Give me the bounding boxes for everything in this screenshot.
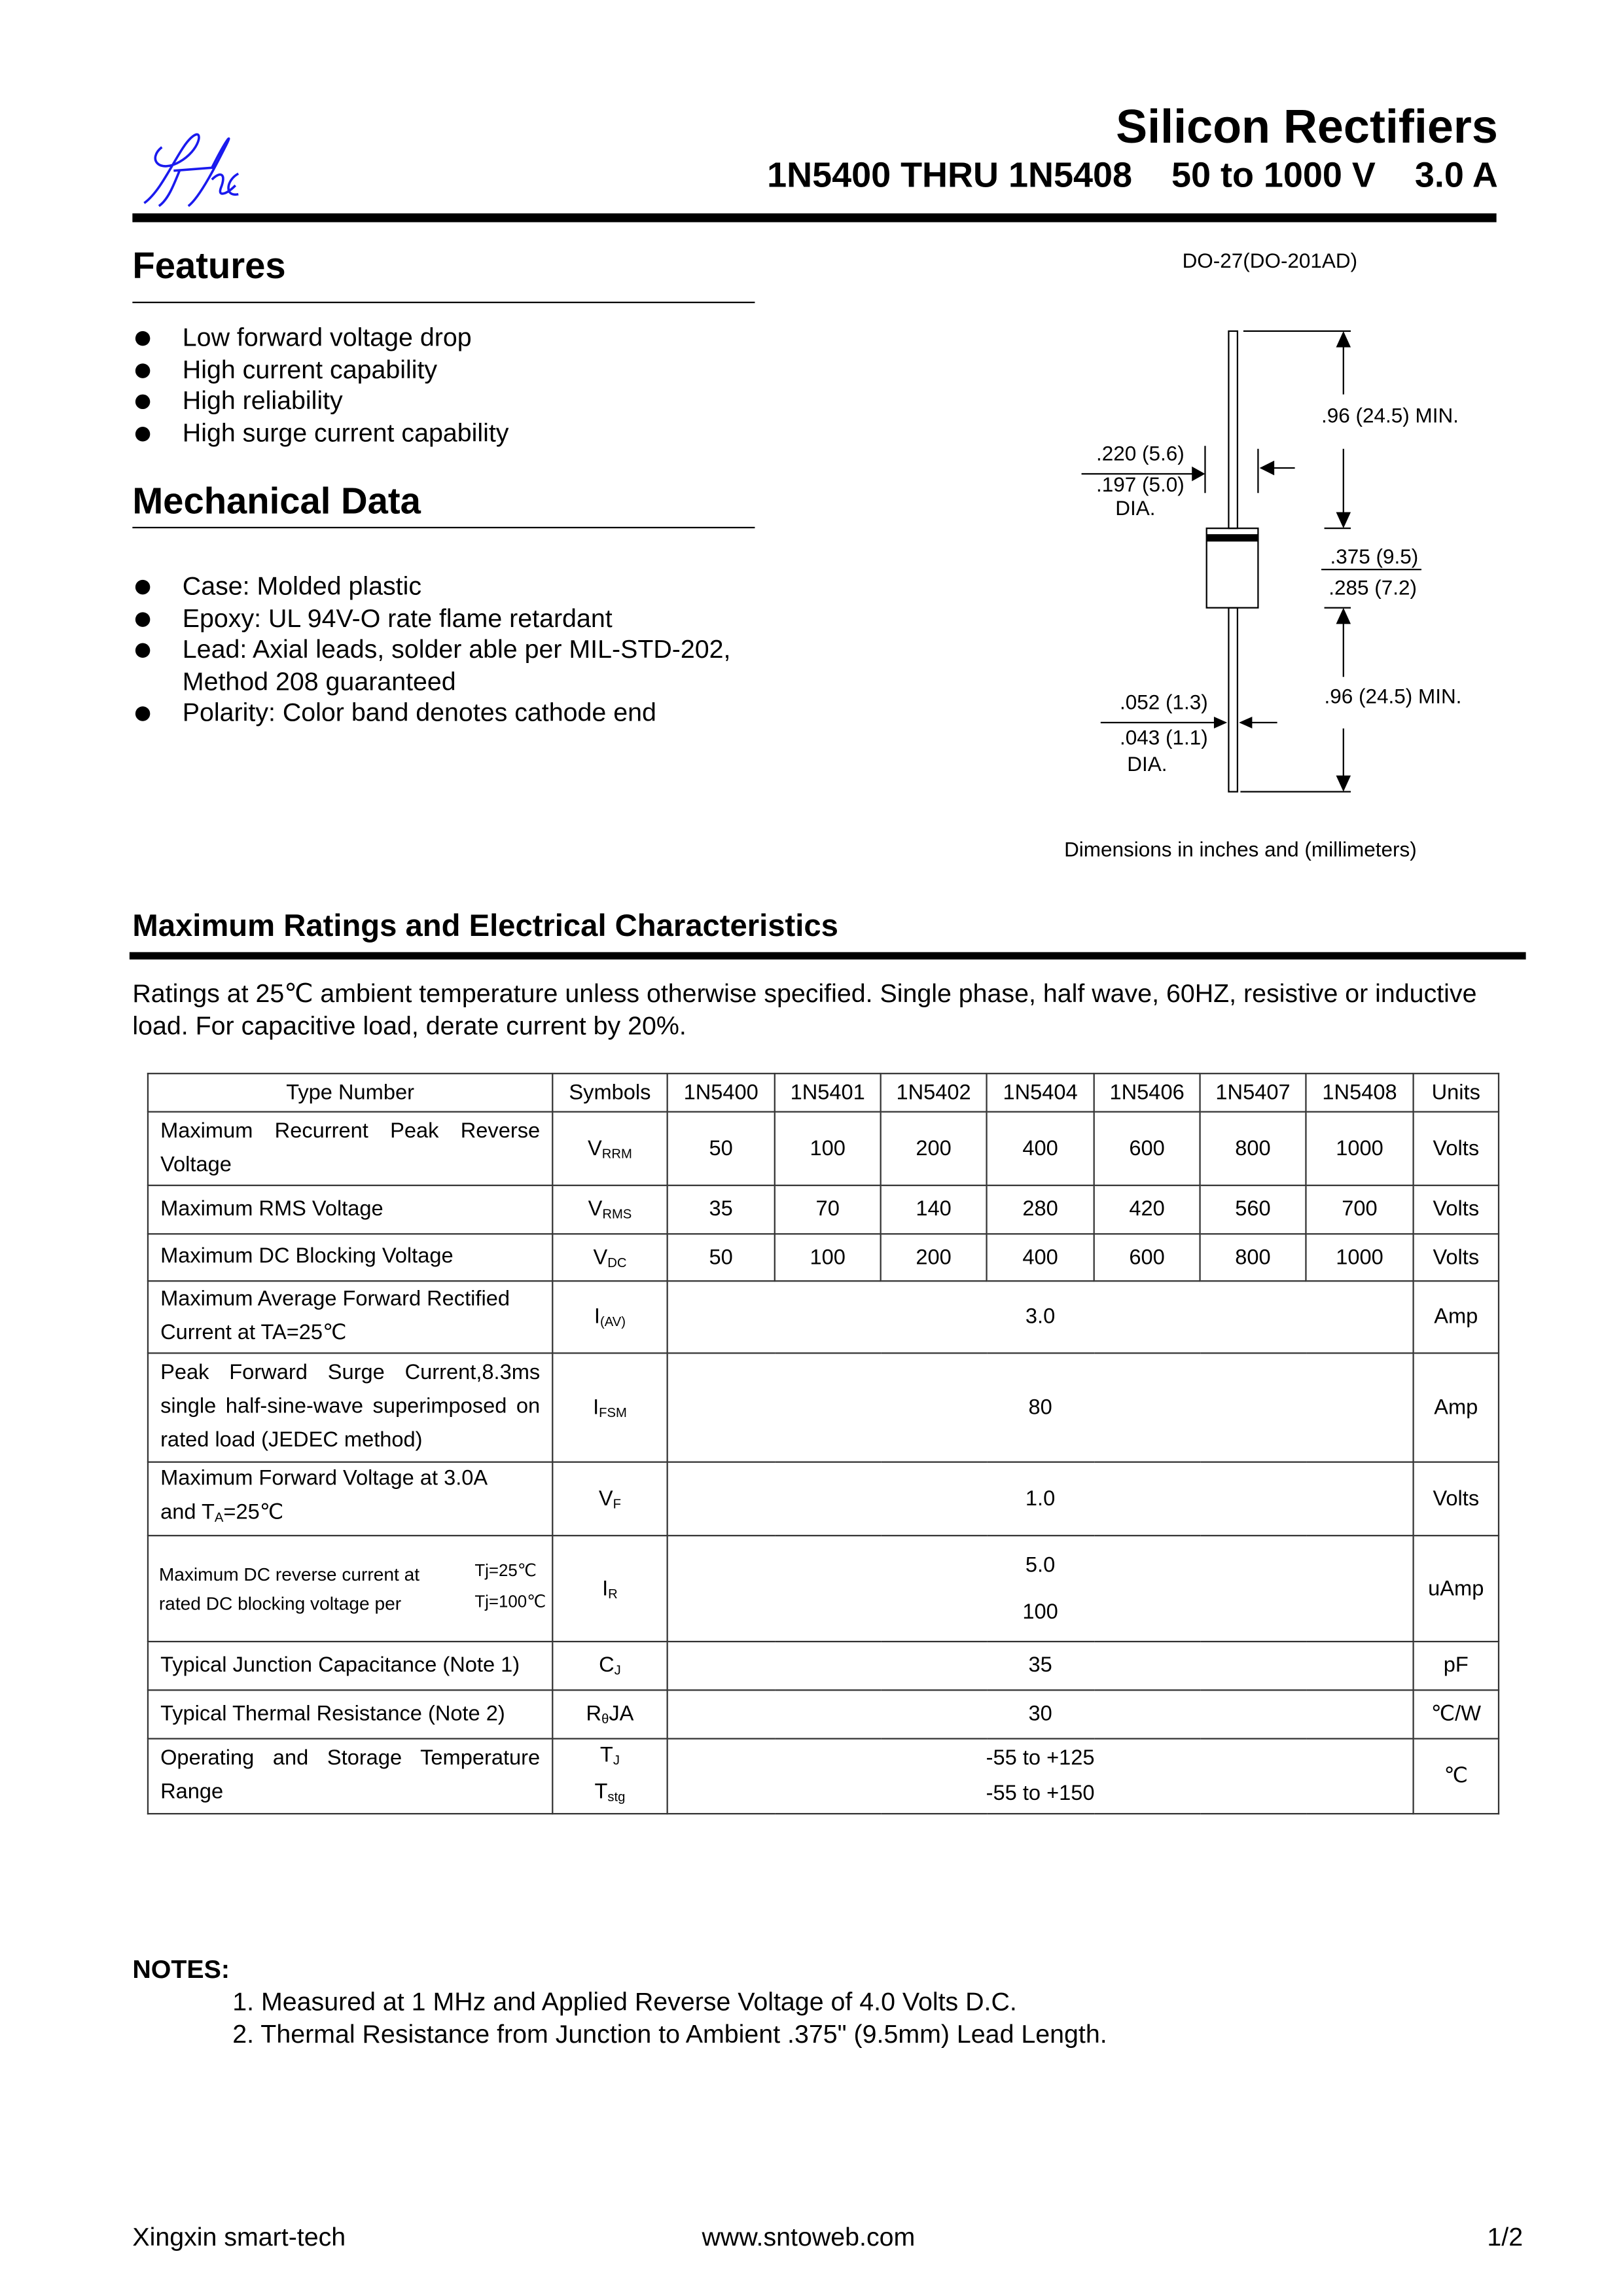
symbol-cell: [552, 1234, 667, 1281]
ratings-heading: Maximum Ratings and Electrical Characteristics: [132, 909, 838, 944]
value-cell: 70: [775, 1185, 881, 1234]
condition: Tj=100℃: [474, 1594, 546, 1611]
unit-cell: Volts: [1414, 1112, 1499, 1185]
lead-length-bottom: .96 (24.5) MIN.: [1324, 685, 1462, 708]
param-cell: Maximum RMS Voltage: [148, 1185, 552, 1234]
symbol-sub: F: [613, 1496, 622, 1511]
value-cell: 80: [668, 1353, 1414, 1462]
list-item: Lead: Axial leads, solder able per MIL-STD-202, Method 208 guaranteed: [132, 634, 794, 698]
param-text: and T: [160, 1501, 215, 1525]
symbol-line: [565, 1740, 654, 1776]
list-item: High current capability: [132, 354, 508, 386]
company-logo: [135, 130, 256, 209]
symbol-sub: DC: [607, 1254, 627, 1270]
value-cell: 140: [881, 1185, 987, 1234]
list-item: High surge current capability: [132, 417, 508, 448]
param-cell: Maximum DC Blocking Voltage: [148, 1234, 552, 1281]
body-length-min: .285 (7.2): [1329, 576, 1418, 600]
symbol: C: [599, 1654, 615, 1678]
table-row: [148, 1281, 1499, 1353]
mechanical-list: [132, 571, 794, 729]
symbol-sub: R: [608, 1585, 618, 1601]
symbol: R: [586, 1702, 602, 1727]
symbol-sub: (AV): [599, 1314, 626, 1329]
list-item: Polarity: Color band denotes cathode end: [132, 698, 794, 729]
unit-cell: pF: [1414, 1641, 1499, 1690]
table-row: [148, 1641, 1499, 1690]
value-cell: 100: [775, 1234, 881, 1281]
param-cell: Typical Junction Capacitance (Note 1): [148, 1641, 552, 1690]
table-header-row: [148, 1073, 1499, 1111]
diagram-caption: Dimensions in inches and (millimeters): [1064, 838, 1417, 861]
value-cell: 700: [1306, 1185, 1413, 1234]
table-row: [148, 1462, 1499, 1535]
mechanical-rule: [132, 527, 755, 528]
unit-cell: ℃: [1414, 1738, 1499, 1814]
header-cell: Units: [1414, 1073, 1499, 1111]
symbol-cell: [552, 1112, 667, 1185]
param-cell: Peak Forward Surge Current,8.3ms single half-sine-wave superimposed on rated load (JEDEC method): [148, 1353, 552, 1462]
note-item: 2. Thermal Resistance from Junction to Ambient .375" (9.5mm) Lead Length.: [232, 2018, 1107, 2049]
unit-cell: Volts: [1414, 1462, 1499, 1535]
param-cell: Maximum Average Forward Rectified Current at TA=25℃: [148, 1281, 552, 1353]
symbol-sub: FSM: [599, 1405, 627, 1420]
value-cell: 50: [668, 1234, 775, 1281]
header-cell: 1N5408: [1306, 1073, 1413, 1111]
list-item: Low forward voltage drop: [132, 322, 508, 353]
value: -55 to +150: [986, 1782, 1095, 1806]
symbol: I: [593, 1395, 599, 1420]
table-row: [148, 1234, 1499, 1281]
value-cell: 560: [1200, 1185, 1306, 1234]
body-dia-min: .197 (5.0): [1096, 473, 1185, 496]
list-item: Epoxy: UL 94V-O rate flame retardant: [132, 603, 794, 634]
table-row: [148, 1185, 1499, 1234]
symbol: V: [593, 1246, 608, 1270]
symbol-sub: J: [613, 1752, 620, 1768]
header-cell: 1N5400: [668, 1073, 775, 1111]
body-dia-label: DIA.: [1115, 496, 1156, 520]
value-cell: 35: [668, 1641, 1414, 1690]
notes-heading: NOTES:: [132, 1954, 230, 1984]
value: 100: [1022, 1600, 1058, 1624]
lead-length-top: .96 (24.5) MIN.: [1321, 404, 1459, 427]
symbol: JA: [609, 1702, 634, 1727]
lead-dia-label: DIA.: [1127, 753, 1168, 776]
symbol-sub: stg: [607, 1789, 626, 1804]
header-cell: Symbols: [552, 1073, 667, 1111]
param-line: Maximum DC reverse current at: [158, 1563, 420, 1585]
value-cell: 100: [775, 1112, 881, 1185]
value-cell: 50: [668, 1112, 775, 1185]
unit-cell: Volts: [1414, 1234, 1499, 1281]
symbol-cell: [552, 1641, 667, 1690]
value-cell: 1000: [1306, 1112, 1413, 1185]
param-text: =25℃: [223, 1501, 284, 1525]
footer-website[interactable]: www.sntoweb.com: [702, 2222, 916, 2252]
table-row: [148, 1112, 1499, 1185]
symbol-cell: [552, 1353, 667, 1462]
param-cell: Maximum Recurrent Peak Reverse Voltage: [148, 1112, 552, 1185]
unit-cell: Amp: [1414, 1281, 1499, 1353]
document-title: Silicon Rectifiers: [1116, 99, 1498, 153]
param-sub: A: [214, 1509, 224, 1525]
lead-dia-max: .052 (1.3): [1120, 691, 1208, 714]
param-line: Maximum Forward Voltage at 3.0A: [160, 1467, 488, 1491]
footer-company: Xingxin smart-tech: [132, 2222, 346, 2252]
header-divider: [132, 213, 1496, 222]
symbol: I: [602, 1577, 609, 1601]
value-cell: 3.0: [668, 1281, 1414, 1353]
symbol-sub: RMS: [602, 1206, 632, 1222]
param-line: [160, 1497, 540, 1535]
value-cell: [668, 1535, 1414, 1641]
body-dia-max: .220 (5.6): [1096, 442, 1185, 465]
symbol: V: [598, 1487, 613, 1511]
symbol-cell: [552, 1690, 667, 1738]
note-item: 1. Measured at 1 MHz and Applied Reverse Voltage of 4.0 Volts D.C.: [232, 1986, 1017, 2017]
param-cell: [148, 1462, 552, 1535]
table-row: [148, 1738, 1499, 1814]
mechanical-heading: Mechanical Data: [132, 481, 421, 523]
value-cell: 600: [1094, 1234, 1200, 1281]
symbol: I: [594, 1305, 600, 1329]
header-cell: Type Number: [148, 1073, 552, 1111]
ratings-table: [147, 1073, 1499, 1814]
value-cell: 400: [987, 1112, 1094, 1185]
header-cell: 1N5401: [775, 1073, 881, 1111]
body-length-max: .375 (9.5): [1330, 545, 1419, 569]
value-cell: 200: [881, 1112, 987, 1185]
value: -55 to +125: [986, 1746, 1095, 1770]
value-cell: 800: [1200, 1112, 1306, 1185]
symbol: T: [599, 1744, 613, 1768]
unit-cell: Volts: [1414, 1185, 1499, 1234]
symbol-sub: θ: [601, 1711, 609, 1727]
condition: Tj=25℃: [474, 1562, 537, 1581]
symbol-line: [565, 1776, 654, 1813]
footer-page-number: 1/2: [1487, 2222, 1524, 2252]
header-cell: 1N5404: [987, 1073, 1094, 1111]
symbol: V: [588, 1198, 603, 1222]
value-cell: 35: [668, 1185, 775, 1234]
symbol-cell: [552, 1738, 667, 1814]
symbol-cell: [552, 1185, 667, 1234]
package-name: DO-27(DO-201AD): [1182, 249, 1358, 273]
symbol-sub: J: [614, 1662, 621, 1678]
table-row: [148, 1535, 1499, 1641]
value-cell: 1000: [1306, 1234, 1413, 1281]
param-cell: [148, 1535, 552, 1641]
list-item: Case: Molded plastic: [132, 571, 794, 602]
package-diagram: [1030, 236, 1501, 869]
unit-cell: ℃/W: [1414, 1690, 1499, 1738]
unit-cell: uAmp: [1414, 1535, 1499, 1641]
list-item: High reliability: [132, 386, 508, 417]
document-subtitle: 1N5400 THRU 1N5408 50 to 1000 V 3.0 A: [767, 156, 1498, 196]
symbol-cell: [552, 1281, 667, 1353]
features-list: [132, 322, 508, 448]
lead-dia-min: .043 (1.1): [1120, 726, 1208, 749]
value-cell: [668, 1738, 1414, 1814]
unit-cell: Amp: [1414, 1353, 1499, 1462]
value-cell: 800: [1200, 1234, 1306, 1281]
table-row: [148, 1690, 1499, 1738]
symbol-cell: [552, 1462, 667, 1535]
symbol: V: [588, 1136, 602, 1160]
value-cell: 600: [1094, 1112, 1200, 1185]
param-line: rated DC blocking voltage per: [158, 1592, 402, 1614]
symbol: T: [594, 1780, 608, 1804]
value-cell: 1.0: [668, 1462, 1414, 1535]
table-row: [148, 1353, 1499, 1462]
symbol-cell: [552, 1535, 667, 1641]
header-cell: 1N5402: [881, 1073, 987, 1111]
ratings-intro: Ratings at 25℃ ambient temperature unless otherwise specified. Single phase, half wave, 60HZ, resistive or inductive load. For capacitive load, derate current by 20%.: [132, 978, 1477, 1040]
conditions: [474, 1557, 546, 1619]
features-rule: [132, 302, 755, 303]
features-heading: Features: [132, 245, 286, 287]
value-cell: 400: [987, 1234, 1094, 1281]
symbol-sub: RRM: [601, 1145, 632, 1160]
value-cell: 200: [881, 1234, 987, 1281]
notes: [132, 1953, 1107, 2050]
value-cell: 30: [668, 1690, 1414, 1738]
param-cell: Operating and Storage Temperature Range: [148, 1738, 552, 1814]
header-cell: 1N5407: [1200, 1073, 1306, 1111]
value-cell: 420: [1094, 1185, 1200, 1234]
ratings-rule: [130, 952, 1526, 960]
value-cell: 280: [987, 1185, 1094, 1234]
value: 5.0: [1025, 1553, 1056, 1577]
header-cell: 1N5406: [1094, 1073, 1200, 1111]
param-cell: Typical Thermal Resistance (Note 2): [148, 1690, 552, 1738]
